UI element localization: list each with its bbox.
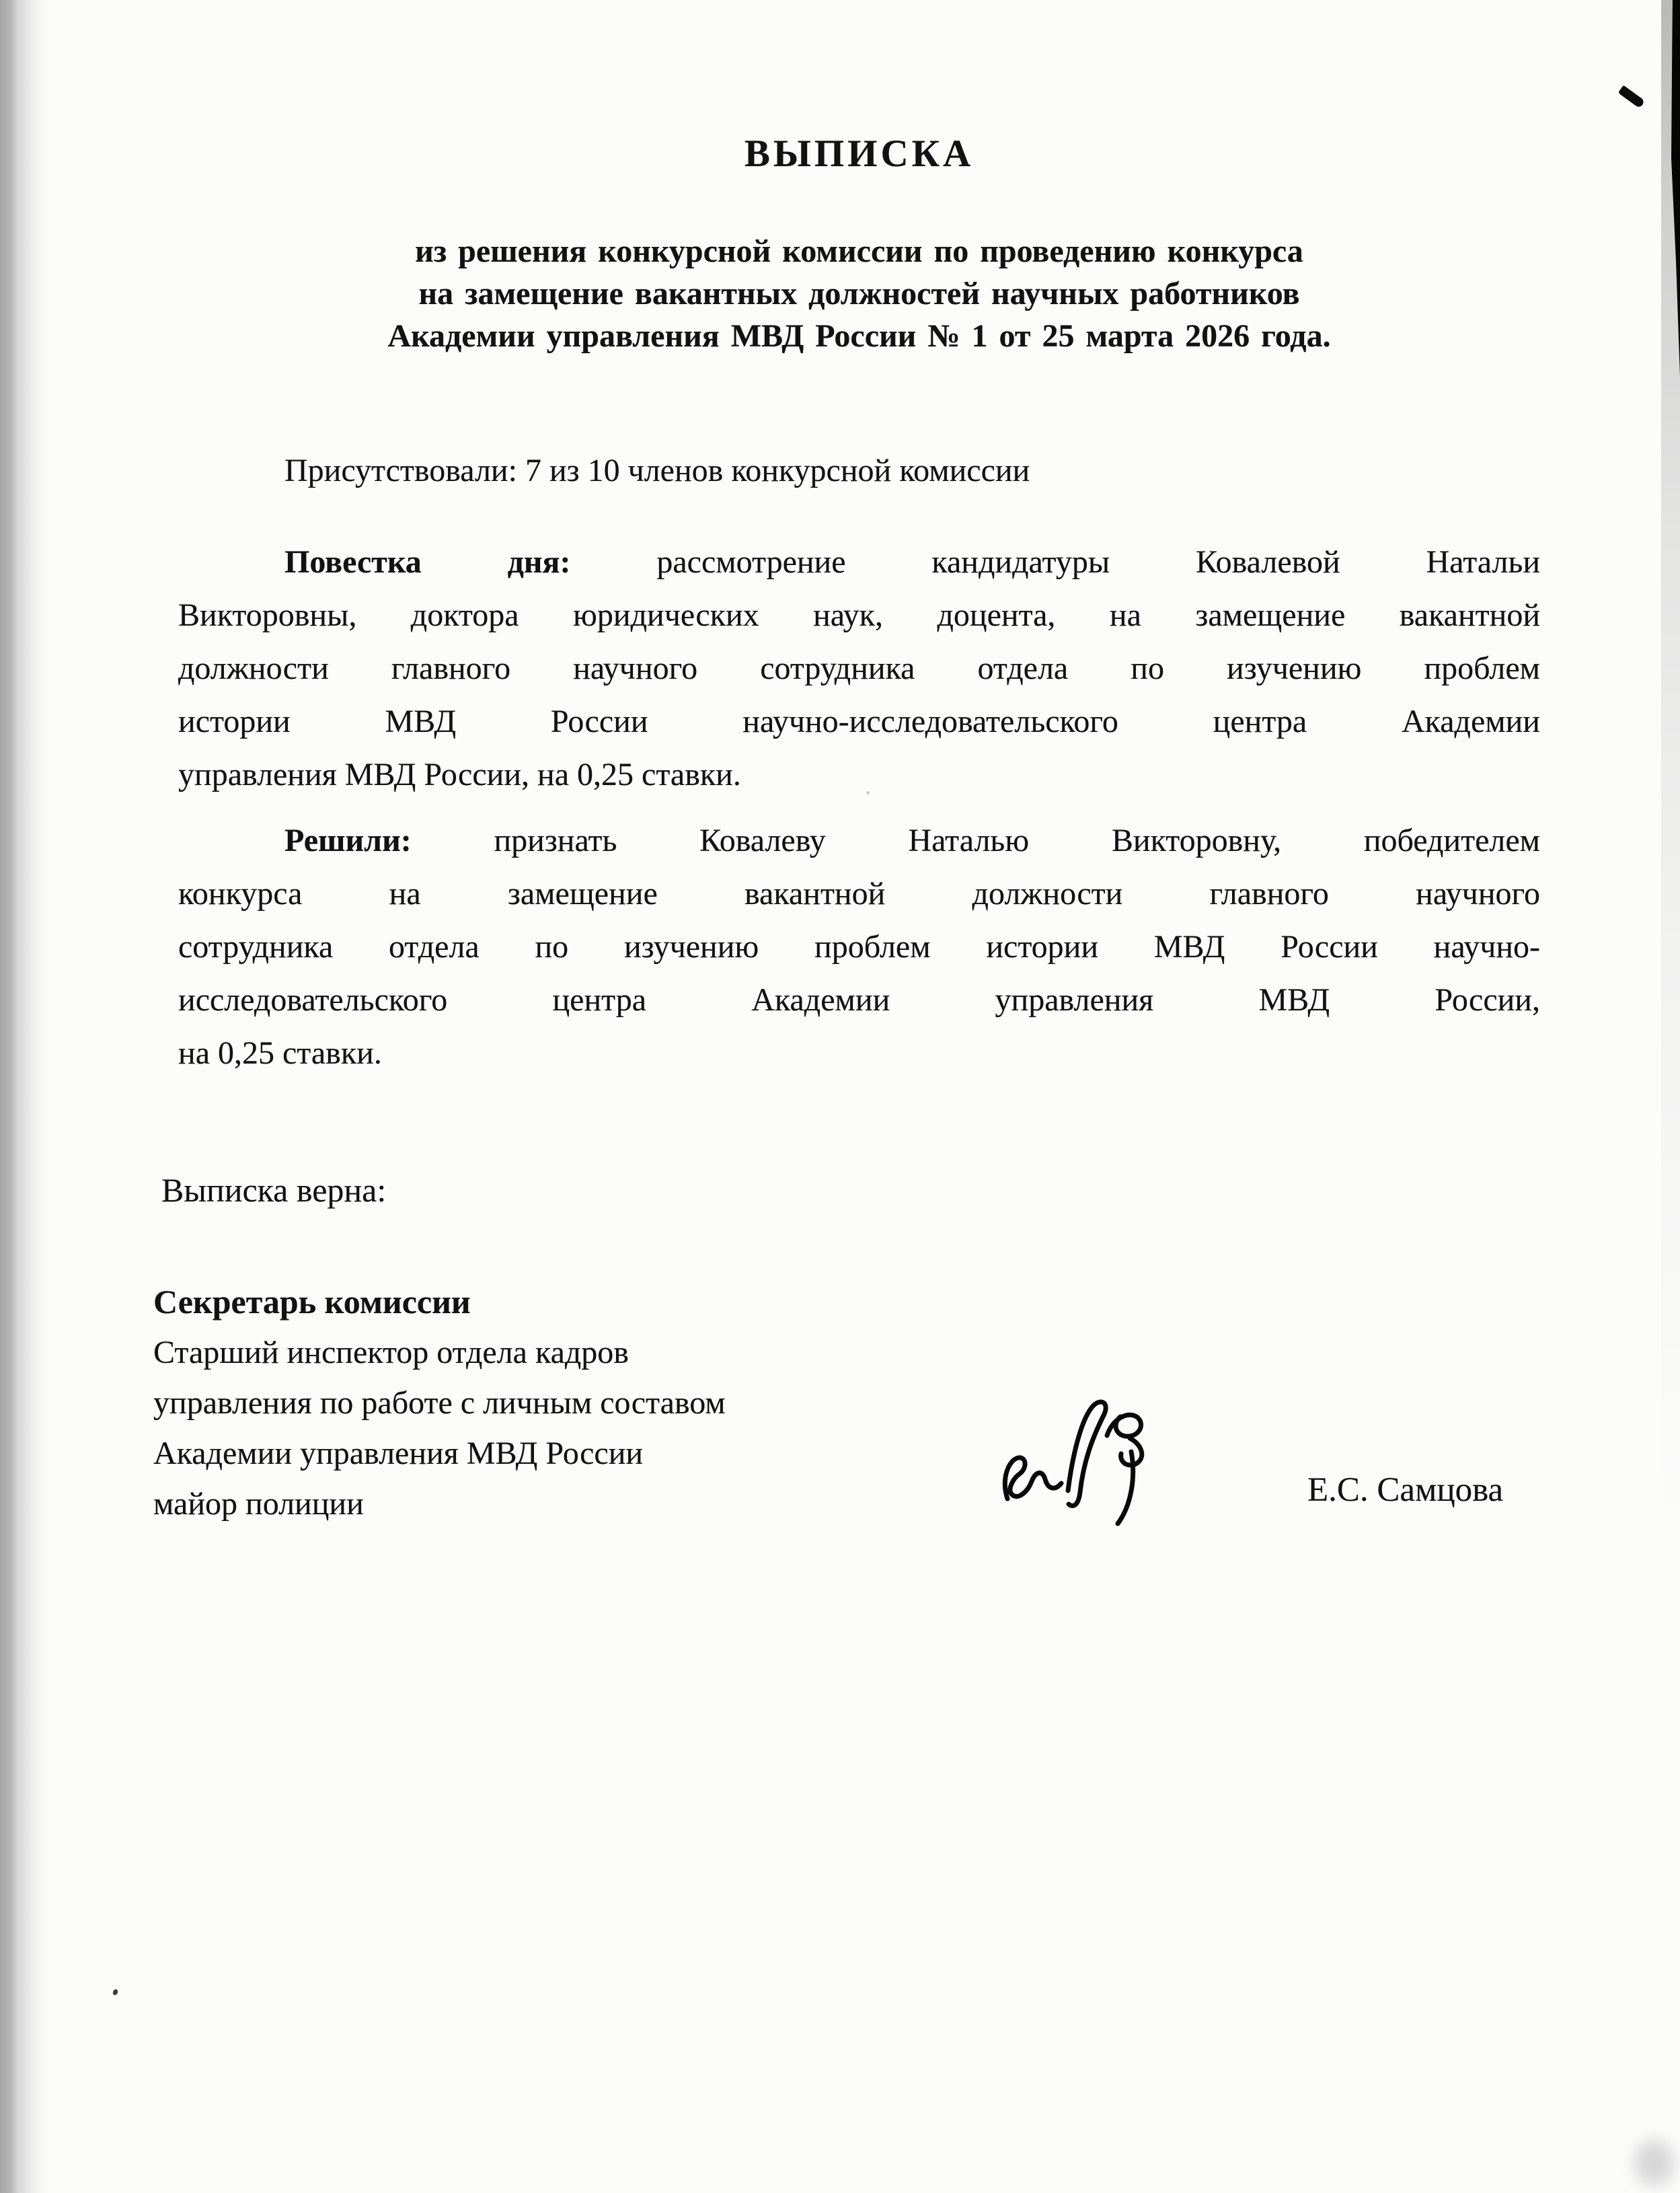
scan-smudge [1634,2139,1675,2186]
paragraph-line: управления МВД России, на 0,25 ставки. [178,757,741,792]
scan-speck [112,1988,118,1996]
signer-title-line: майор полиции [153,1486,364,1522]
subtitle-line: из решения конкурсной комиссии по проведению конкурса [415,233,1303,269]
handwritten-signature-icon [987,1390,1179,1534]
paragraph-line: истории МВД России научно-исследовательского центра Академии [178,704,1540,739]
paragraph-line-text: рассмотрение кандидатуры Ковалевой Натальи [656,544,1541,580]
signature-block [153,1277,1095,1529]
pen-mark-artifact [1618,85,1646,109]
signer-role: Секретарь комиссии [153,1283,471,1321]
paragraph-line: конкурса на замещение вакантной должности главного научного [178,876,1540,912]
paragraph-line: исследовательского центра Академии управления МВД России, [178,982,1540,1018]
signer-title-line: Старший инспектор отдела кадров [153,1335,629,1370]
paragraph-line: должности главного научного сотрудника отдела по изучению проблем [178,651,1540,686]
agenda-paragraph [178,535,1540,801]
paragraph-line-text: признать Ковалеву Наталью Викторовну, победителем [494,823,1541,858]
paragraph-line: Викторовны, доктора юридических наук, доцента, на замещение вакантной [178,597,1540,633]
attendance-line: Присутствовали: 7 из 10 членов конкурсной комиссии [284,453,1030,488]
subtitle-line: на замещение вакантных должностей научных работников [418,276,1300,311]
agenda-lead: Повестка дня: [284,544,571,580]
subtitle-line: Академии управления МВД России № 1 от 25 марта 2026 года. [387,318,1331,354]
paragraph-line: сотрудника отдела по изучению проблем истории МВД России научно- [178,929,1540,965]
paragraph-line: на 0,25 ставки. [178,1035,382,1071]
document-subtitle [178,230,1540,357]
paragraph-line [178,535,1540,589]
resolution-lead: Решили: [284,823,412,858]
signer-title-line: Академии управления МВД России [153,1436,644,1471]
resolution-paragraph [178,814,1540,1080]
scan-left-edge-shadow [0,0,47,2193]
document-title: ВЫПИСКА [744,133,975,175]
signer-title-line: управления по работе с личным составом [153,1385,726,1421]
signer-name: Е.С. Самцова [1307,1471,1504,1509]
paragraph-line [178,814,1540,867]
certification-line: Выписка верна: [161,1171,387,1209]
